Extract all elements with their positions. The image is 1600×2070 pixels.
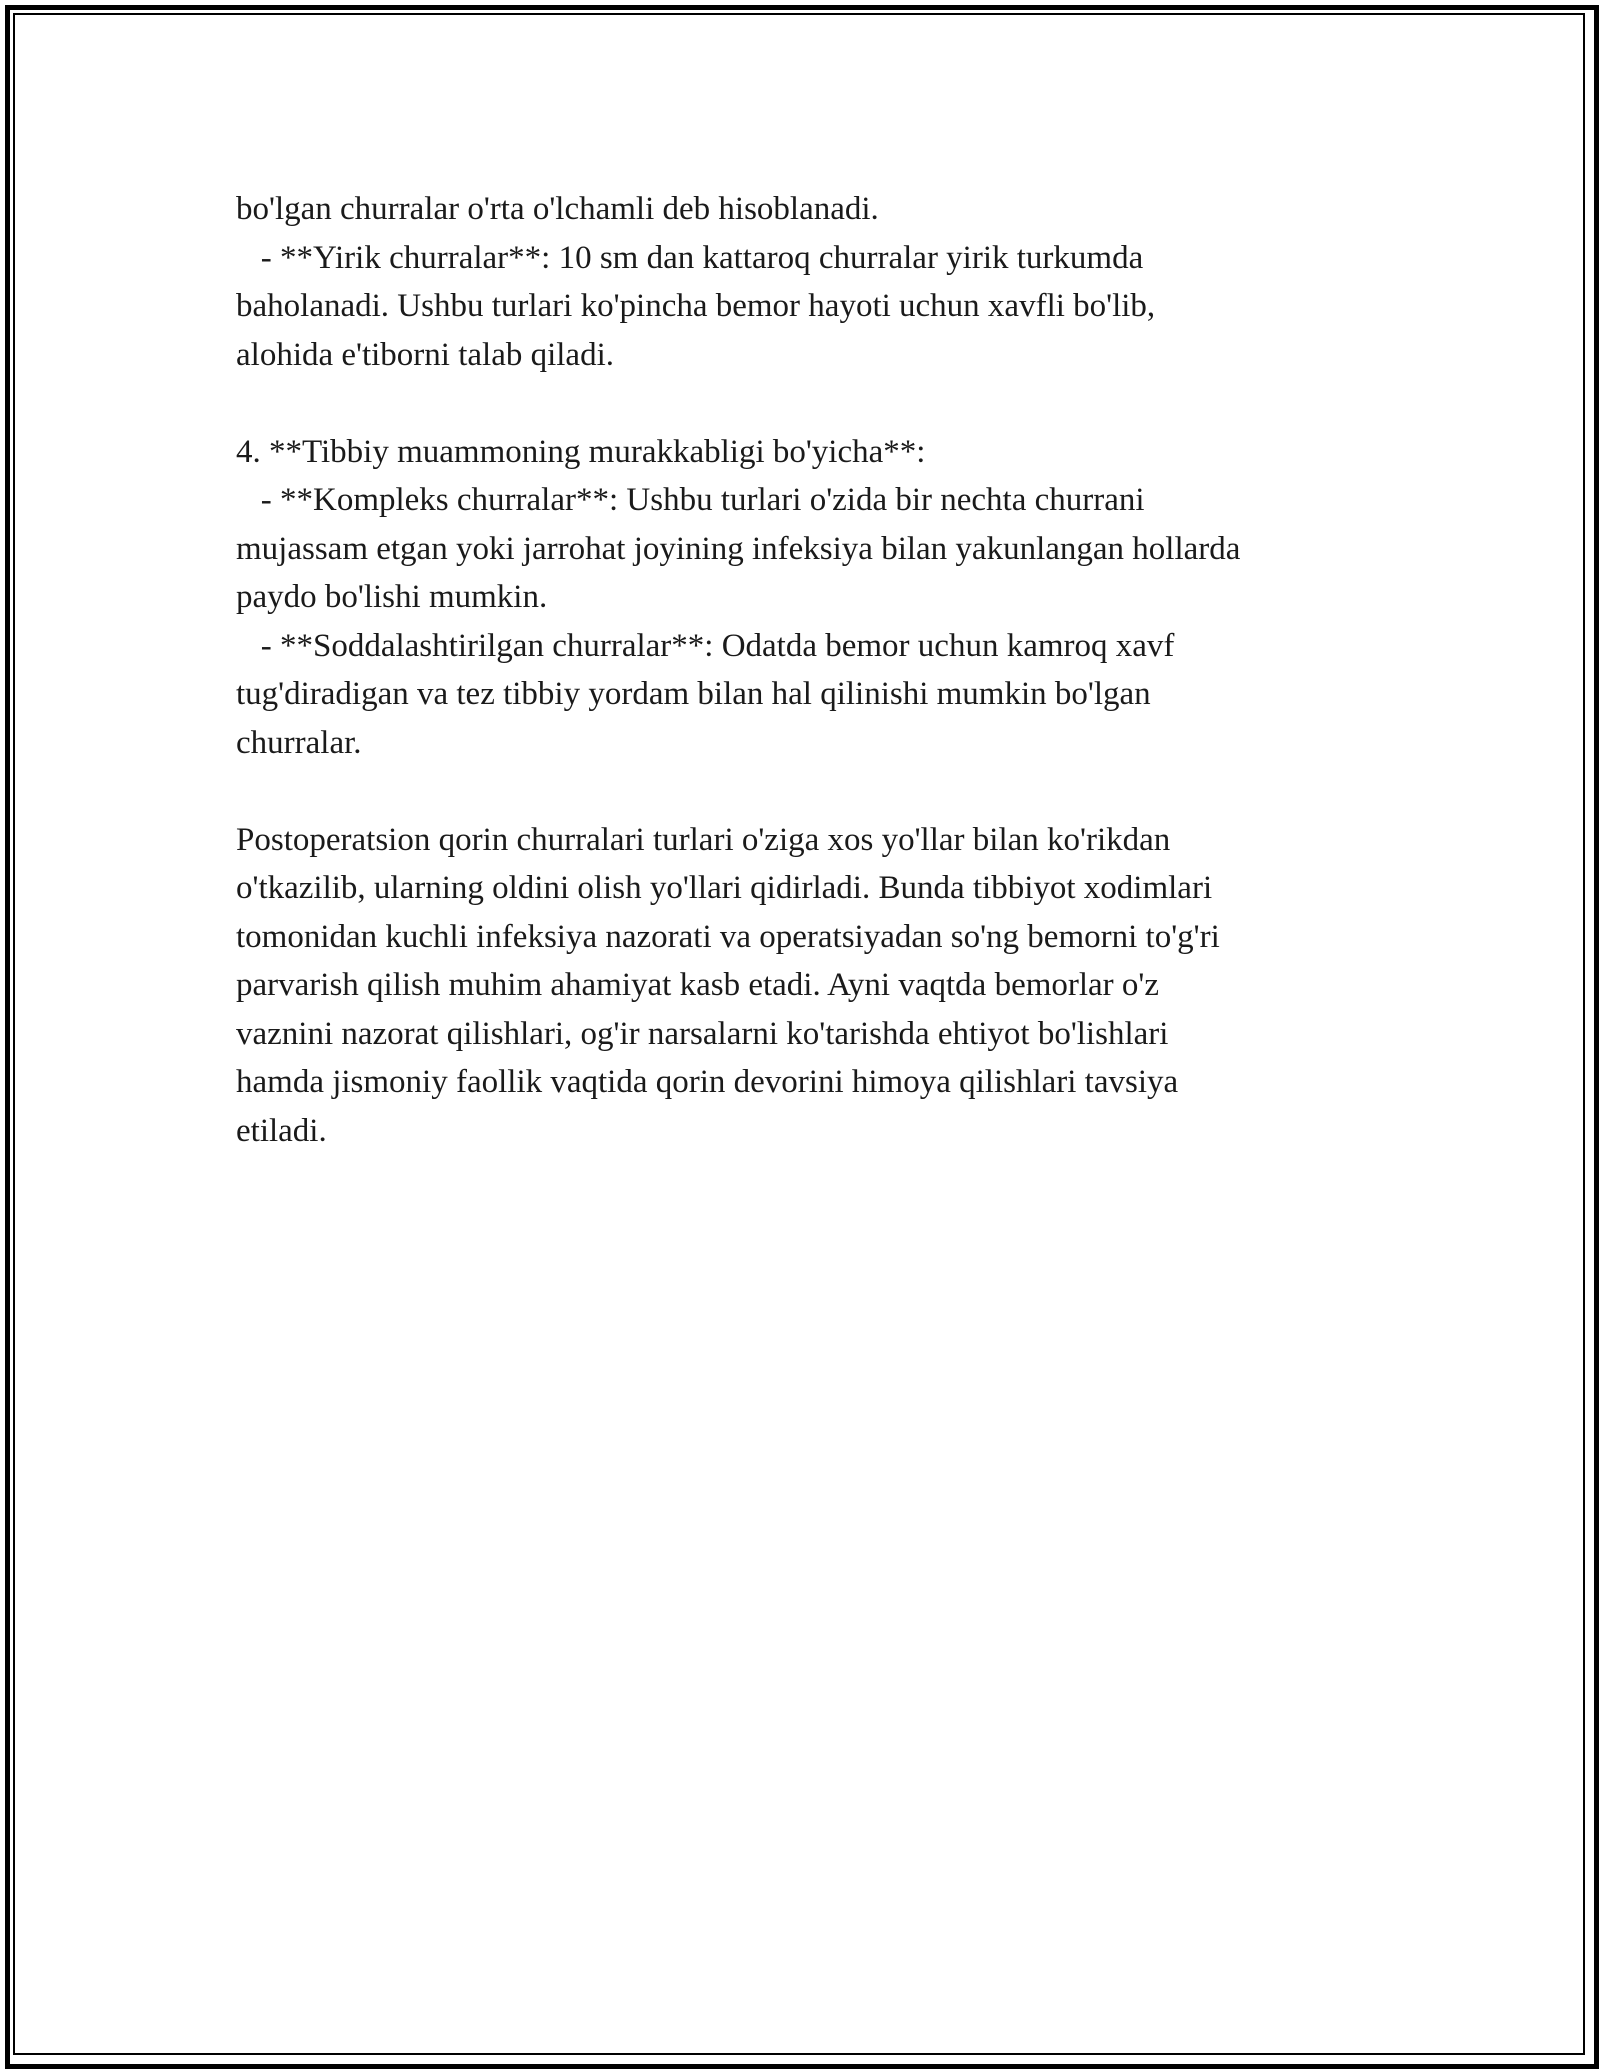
text-line: o'tkazilib, ularning oldini olish yo'llari qidirladi. Bunda tibbiyot xodimlari [236, 870, 1213, 906]
text-line: alohida e'tiborni talab qiladi. [236, 336, 615, 373]
text-line: paydo bo'lishi mumkin. [236, 579, 548, 615]
text-line: vaznini nazorat qilishlari, og'ir narsalarni ko'tarishda ehtiyot bo'lishlari [236, 1015, 1169, 1052]
paragraph-gap [236, 767, 1376, 816]
text-line: Postoperatsion qorin churralari turlari o'ziga xos yo'llar bilan ko'rikdan [236, 821, 1171, 858]
list-item-line: - **Kompleks churralar**: Ushbu turlari o'zida bir nechta churrani [236, 482, 1145, 518]
text-line: tomonidan kuchli infeksiya nazorati va operatsiyadan so'ng bemorni to'g'ri [236, 918, 1220, 955]
text-line: bo'lgan churralar o'rta o'lchamli deb hisoblanadi. [236, 191, 879, 227]
text-line: churralar. [236, 724, 362, 761]
text-line: parvarish qilish muhim ahamiyat kasb etadi. Ayni vaqtda bemorlar o'z [236, 967, 1160, 1003]
numbered-heading-line: 4. **Tibbiy muammoning murakkabligi bo'yicha**: [236, 433, 926, 470]
document-body [236, 185, 1376, 1155]
section-size-paragraph [236, 185, 1376, 379]
section-complexity-paragraph [236, 428, 1376, 768]
conclusion-paragraph [236, 816, 1376, 1156]
list-item-line: - **Yirik churralar**: 10 sm dan kattaroq churralar yirik turkumda [236, 239, 1144, 276]
text-line: hamda jismoniy faollik vaqtida qorin devorini himoya qilishlari tavsiya [236, 1064, 1179, 1100]
list-item-line: - **Soddalashtirilgan churralar**: Odatda bemor uchun kamroq xavf [236, 627, 1175, 664]
paragraph-gap [236, 379, 1376, 428]
text-line: etiladi. [236, 1112, 327, 1149]
text-line: baholanadi. Ushbu turlari ko'pincha bemor hayoti uchun xavfli bo'lib, [236, 288, 1156, 324]
text-line: mujassam etgan yoki jarrohat joyining infeksiya bilan yakunlangan hollarda [236, 530, 1241, 567]
text-line: tug'diradigan va tez tibbiy yordam bilan hal qilinishi mumkin bo'lgan [236, 676, 1151, 712]
